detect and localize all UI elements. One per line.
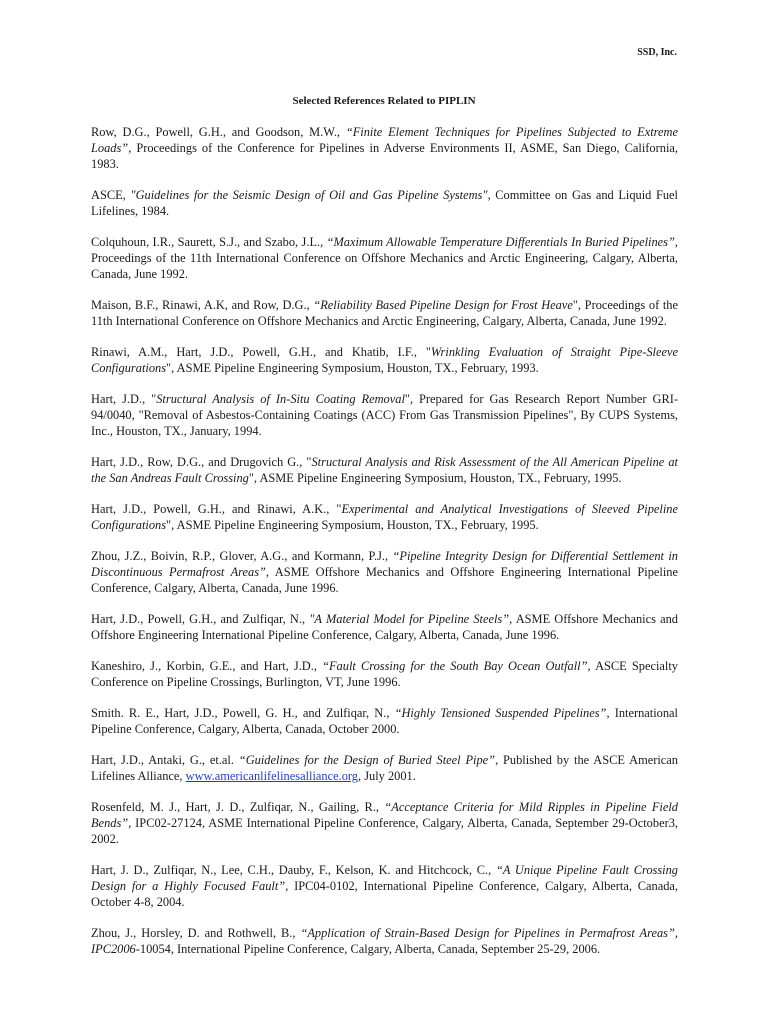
reference-item <box>91 799 678 847</box>
reference-item <box>91 391 678 439</box>
reference-item <box>91 234 678 282</box>
page-title: Selected References Related to PIPLIN <box>292 95 476 107</box>
reference-title: Wrinkling Evaluation of Straight Pipe-Sleeve Configurations <box>91 345 678 375</box>
reference-authors: Zhou, J.Z., Boivin, R.P., Glover, A.G., and Kormann, P.J., <box>91 549 393 563</box>
reference-details: ", Proceedings of the 11th International Conference on Offshore Mechanics and Arctic Engineering, Calgary, Alberta, Canada, June 1992. <box>91 298 678 328</box>
reference-details: , IPC02-27124, ASME International Pipeline Conference, Calgary, Alberta, Canada, September 29-October3, 2002. <box>91 816 678 846</box>
reference-title: “Fault Crossing for the South Bay Ocean Outfall” <box>322 659 588 673</box>
reference-title: "Guidelines for the Seismic Design of Oil and Gas Pipeline Systems" <box>130 188 488 202</box>
reference-item <box>91 454 678 486</box>
reference-item <box>91 501 678 533</box>
reference-details: -10054, International Pipeline Conference, Calgary, Alberta, Canada, September 25-29, 2006. <box>135 942 601 956</box>
reference-item <box>91 862 678 910</box>
reference-details: ", ASME Pipeline Engineering Symposium, Houston, TX., February, 1995. <box>248 471 622 485</box>
reference-link[interactable]: www.americanlifelinesalliance.org <box>185 769 358 783</box>
reference-authors: Hart, J.D., Powell, G.H., and Zulfiqar, N., <box>91 612 310 626</box>
company-header: SSD, Inc. <box>637 47 677 58</box>
reference-details: ", Prepared for Gas Research Report Number GRI-94/0040, "Removal of Asbestos-Containing Coatings (ACC) From Gas Transmission Pipelines", By CUPS Systems, Inc., Houston, TX., January, 1994. <box>91 392 678 438</box>
reference-authors: Rinawi, A.M., Hart, J.D., Powell, G.H., and Khatib, I.F., " <box>91 345 431 359</box>
reference-title: Structural Analysis and Risk Assessment of the All American Pipeline at the San Andreas Fault Crossing <box>91 455 678 485</box>
reference-details: , Proceedings of the Conference for Pipelines in Adverse Environments II, ASME, San Diego, California, 1983. <box>91 141 678 171</box>
reference-item <box>91 658 678 690</box>
reference-details: , International Pipeline Conference, Calgary, Alberta, Canada, October 2000. <box>91 706 679 736</box>
reference-title: “Pipeline Integrity Design for Differential Settlement in Discontinuous Permafrost Areas” <box>91 549 679 579</box>
reference-authors: Hart, J.D., Antaki, G., et.al. <box>91 753 239 767</box>
reference-title: "A Material Model for Pipeline Steels” <box>309 612 510 626</box>
reference-title: “Reliability Based Pipeline Design for Frost Heave <box>313 298 573 312</box>
reference-details: , Committee on Gas and Liquid Fuel Lifelines, 1984. <box>91 188 678 218</box>
reference-title: “Guidelines for the Design of Buried Steel Pipe” <box>238 753 496 767</box>
reference-details: ", ASME Pipeline Engineering Symposium, Houston, TX., February, 1993. <box>166 361 539 375</box>
reference-title: “Finite Element Techniques for Pipelines Subjected to Extreme Loads” <box>91 125 678 155</box>
reference-item <box>91 124 678 172</box>
reference-authors: Hart, J. D., Zulfiqar, N., Lee, C.H., Dauby, F., Kelson, K. and Hitchcock, C., <box>91 863 496 877</box>
reference-item <box>91 705 678 737</box>
reference-authors: Hart, J.D., Powell, G.H., and Rinawi, A.K., " <box>91 502 342 516</box>
reference-details-end: , July 2001. <box>358 769 416 783</box>
reference-title: “Maximum Allowable Temperature Differentials In Buried Pipelines” <box>326 235 675 249</box>
reference-details: , Proceedings of the 11th International Conference on Offshore Mechanics and Arctic Engineering, Calgary, Alberta, Canada, June 1992. <box>91 235 678 281</box>
reference-title: “A Unique Pipeline Fault Crossing Design for a Highly Focused Fault” <box>91 863 678 893</box>
reference-item <box>91 187 678 219</box>
reference-details: ", ASME Pipeline Engineering Symposium, Houston, TX., February, 1995. <box>166 518 539 532</box>
reference-title: “Acceptance Criteria for Mild Ripples in Pipeline Field Bends” <box>91 800 678 830</box>
reference-authors: Hart, J.D., Row, D.G., and Drugovich G., " <box>91 455 312 469</box>
reference-details: , IPC04-0102, International Pipeline Conference, Calgary, Alberta, Canada, October 4-8, 2004. <box>91 879 678 909</box>
reference-details: , Published by the ASCE American Lifelines Alliance, <box>91 753 678 783</box>
reference-title: “Application of Strain-Based Design for Pipelines in Permafrost Areas”, IPC2006 <box>91 926 678 956</box>
reference-item <box>91 925 678 957</box>
reference-title: “Highly Tensioned Suspended Pipelines” <box>394 706 607 720</box>
reference-authors: ASCE, <box>91 188 131 202</box>
reference-item <box>91 344 678 376</box>
reference-item <box>91 297 678 329</box>
reference-list <box>91 124 678 972</box>
reference-title: Experimental and Analytical Investigations of Sleeved Pipeline Configurations <box>91 502 678 532</box>
reference-details: , ASME Offshore Mechanics and Offshore Engineering International Pipeline Conference, Calgary, Alberta, Canada, June 1996. <box>91 565 678 595</box>
reference-details: , ASME Offshore Mechanics and Offshore Engineering International Pipeline Conference, Calgary, Alberta, Canada, June 1996. <box>91 612 678 642</box>
reference-authors: Row, D.G., Powell, G.H., and Goodson, M.W., <box>91 125 346 139</box>
reference-authors: Colquhoun, I.R., Saurett, S.J., and Szabo, J.L., <box>91 235 327 249</box>
reference-authors: Zhou, J., Horsley, D. and Rothwell, B., <box>91 926 301 940</box>
reference-title: Structural Analysis of In-Situ Coating Removal <box>156 392 405 406</box>
reference-authors: Kaneshiro, J., Korbin, G.E., and Hart, J.D., <box>91 659 323 673</box>
reference-item <box>91 548 678 596</box>
reference-item <box>91 611 678 643</box>
reference-authors: Smith. R. E., Hart, J.D., Powell, G. H., and Zulfiqar, N., <box>91 706 395 720</box>
reference-authors: Hart, J.D., " <box>91 392 157 406</box>
reference-authors: Maison, B.F., Rinawi, A.K, and Row, D.G., <box>91 298 314 312</box>
reference-item <box>91 752 678 784</box>
reference-details: , ASCE Specialty Conference on Pipeline Crossings, Burlington, VT, June 1996. <box>91 659 679 689</box>
reference-authors: Rosenfeld, M. J., Hart, J. D., Zulfiqar, N., Gailing, R., <box>91 800 385 814</box>
